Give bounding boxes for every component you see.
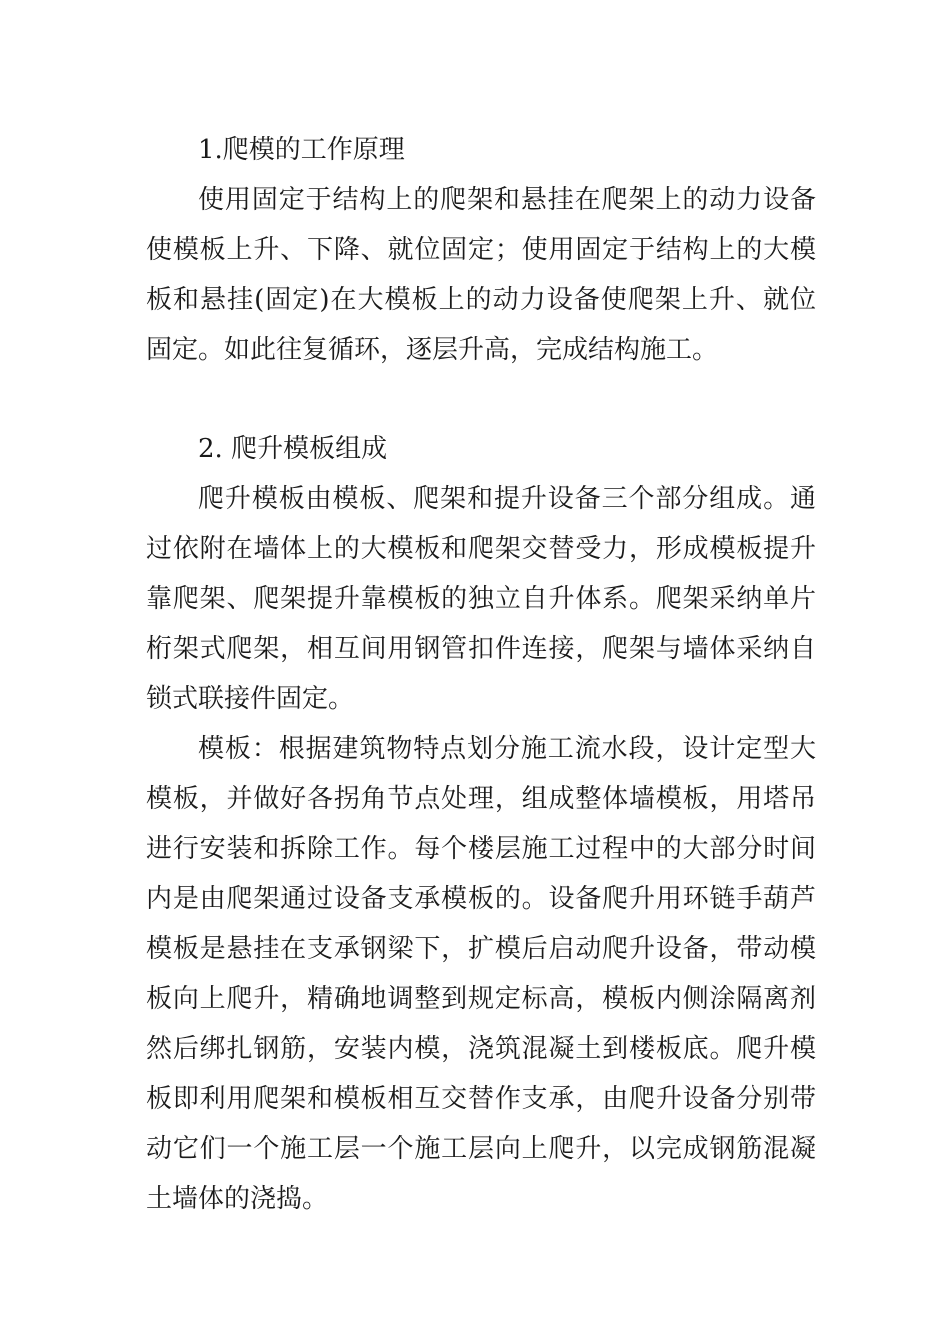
paragraph-line: 使用固定于结构上的爬架和悬挂在爬架上的动力设备 — [198, 185, 816, 215]
paragraph-line: 板即利用爬架和模板相互交替作支承，由爬升设备分别带 — [146, 1084, 816, 1114]
paragraph-line: 模板是悬挂在支承钢梁下，扩模后启动爬升设备，带动模 — [146, 934, 816, 964]
paragraph-line: 使模板上升、下降、就位固定；使用固定于结构上的大模 — [146, 235, 816, 265]
paragraph-line: 板向上爬升，精确地调整到规定标高，模板内侧涂隔离剂 — [146, 984, 816, 1014]
paragraph-line: 靠爬架、爬架提升靠模板的独立自升体系。爬架采纳单片 — [146, 584, 816, 614]
paragraph-line: 爬升模板由模板、爬架和提升设备三个部分组成。通 — [198, 484, 816, 514]
paragraph-line: 模板，并做好各拐角节点处理，组成整体墙模板，用塔吊 — [146, 784, 816, 814]
paragraph-line: 动它们一个施工层一个施工层向上爬升，以完成钢筋混凝 — [146, 1134, 816, 1164]
paragraph-line: 板和悬挂(固定)在大模板上的动力设备使爬架上升、就位 — [146, 285, 816, 315]
paragraph-line: 固定。如此往复循环，逐层升高，完成结构施工。 — [146, 335, 719, 365]
paragraph-line: 过依附在墙体上的大模板和爬架交替受力，形成模板提升 — [146, 534, 816, 564]
section-heading-2: 2. 爬升模板组成 — [198, 434, 388, 464]
paragraph-line: 桁架式爬架，相互间用钢管扣件连接，爬架与墙体采纳自 — [146, 634, 816, 664]
paragraph-line: 土墙体的浇捣。 — [146, 1184, 329, 1214]
paragraph-line: 内是由爬架通过设备支承模板的。设备爬升用环链手葫芦 — [146, 884, 816, 914]
section-heading-1: 1.爬模的工作原理 — [198, 135, 405, 165]
paragraph-line: 模板：根据建筑物特点划分施工流水段，设计定型大 — [198, 734, 816, 764]
paragraph-line: 然后绑扎钢筋，安装内模，浇筑混凝土到楼板底。爬升模 — [146, 1034, 816, 1064]
paragraph-line: 锁式联接件固定。 — [146, 684, 355, 714]
paragraph-line: 进行安装和拆除工作。每个楼层施工过程中的大部分时间 — [146, 834, 816, 864]
